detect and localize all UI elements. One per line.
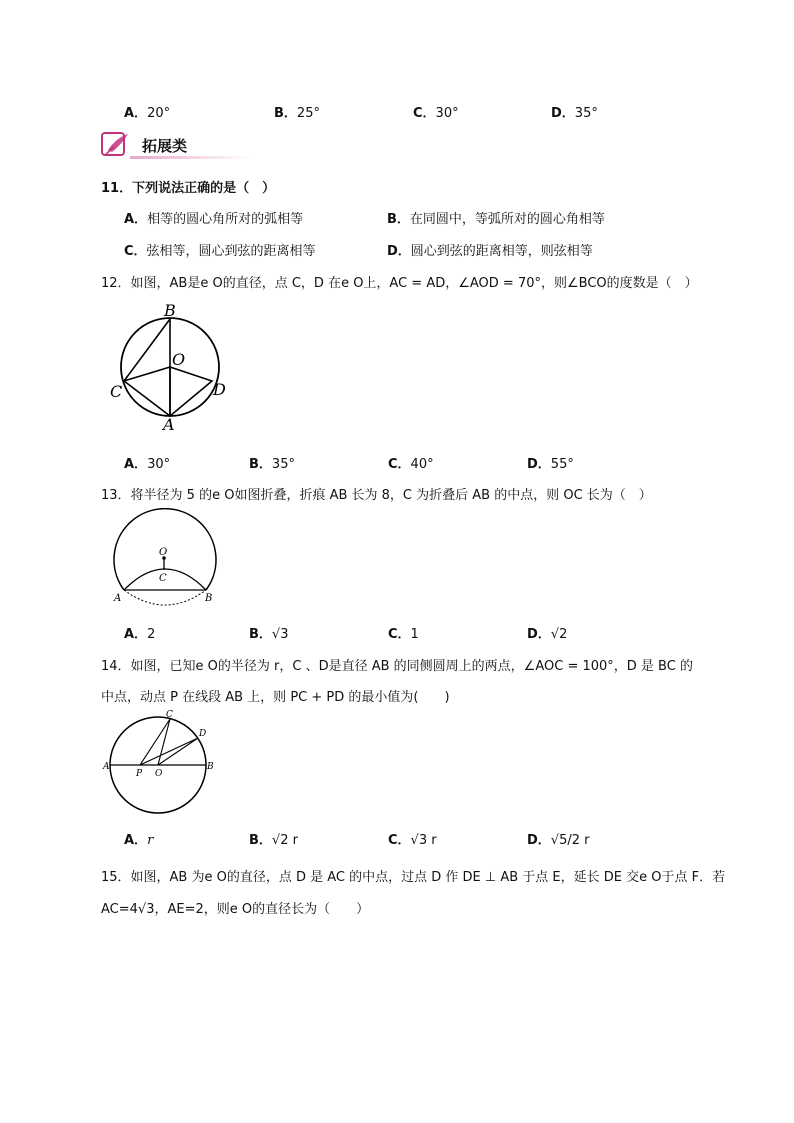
q12-figure	[108, 303, 238, 433]
q14-label-d: D	[199, 729, 207, 739]
q14-label-p: P	[136, 769, 143, 779]
q12-option-c[interactable]: C．40°	[388, 457, 434, 472]
q11-option-c[interactable]: C．弦相等，圆心到弦的距离相等	[124, 244, 316, 259]
q13-option-d[interactable]: D．√2	[527, 627, 568, 642]
q14-stem-line2: 中点，动点 P 在线段 AB 上，则 PC + PD 的最小值为( )	[101, 690, 450, 705]
q14-label-a: A	[103, 762, 110, 772]
q12-option-b[interactable]: B．35°	[249, 457, 295, 472]
q13-option-b[interactable]: B．√3	[249, 627, 289, 642]
q13-figure	[108, 508, 228, 608]
q13-stem: 13．将半径为 5 的e O如图折叠，折痕 AB 长为 8，C 为折叠后 AB 的中点，则 OC 长为（ ）	[101, 488, 652, 503]
q13-label-b: B	[205, 593, 213, 604]
q14-label-b: B	[207, 762, 214, 772]
q10-option-d[interactable]: D．35°	[551, 106, 598, 121]
q14-option-b[interactable]: B．√2 r	[249, 833, 298, 848]
q11-option-d[interactable]: D．圆心到弦的距离相等，则弦相等	[387, 244, 593, 259]
q13-dashed-arc	[124, 590, 206, 605]
q13-label-o: O	[159, 547, 168, 558]
q14-option-d[interactable]: D．√5/2 r	[527, 833, 590, 848]
q12-line-co	[124, 367, 170, 381]
q12-label-d: D	[213, 380, 226, 399]
q12-label-a: A	[163, 415, 175, 433]
section-underline	[130, 156, 250, 159]
q13-option-a[interactable]: A．2	[124, 627, 156, 642]
q14-figure	[100, 710, 220, 814]
q13-label-a: A	[114, 593, 122, 604]
q10-option-c[interactable]: C．30°	[413, 106, 459, 121]
q11-option-b[interactable]: B．在同圆中，等弧所对的圆心角相等	[387, 212, 605, 227]
q12-label-o: O	[172, 350, 186, 369]
q13-label-c: C	[159, 573, 167, 584]
q10-option-a[interactable]: A．20°	[124, 106, 171, 121]
section-title: 拓展类	[142, 137, 188, 155]
q11-option-a[interactable]: A．相等的圆心角所对的弧相等	[124, 212, 304, 227]
q14-label-o: O	[155, 769, 163, 779]
q14-label-c: C	[166, 710, 173, 720]
q13-option-c[interactable]: C．1	[388, 627, 419, 642]
quill-scroll-icon	[100, 130, 134, 158]
q15-stem-line2: AC=4√3，AE=2，则e O的直径长为（ ）	[101, 902, 370, 917]
q12-label-b: B	[164, 303, 176, 320]
q14-stem-line1: 14．如图，已知e O的半径为 r，C 、D是直径 AB 的同侧圆周上的两点，∠AOC = 100°，D 是 BC 的	[101, 659, 693, 674]
q10-option-b[interactable]: B．25°	[274, 106, 320, 121]
q12-option-d[interactable]: D．55°	[527, 457, 574, 472]
q12-label-c: C	[110, 382, 123, 401]
q14-option-a[interactable]: A．r	[124, 833, 154, 848]
q11-stem: 11．下列说法正确的是（ ）	[101, 181, 276, 196]
q12-stem: 12．如图，AB是e O的直径，点 C，D 在e O上，AC = AD，∠AOD = 70°，则∠BCO的度数是（ ）	[101, 276, 698, 291]
q14-option-c[interactable]: C．√3 r	[388, 833, 437, 848]
q12-option-a[interactable]: A．30°	[124, 457, 171, 472]
q15-stem-line1: 15．如图，AB 为e O的直径，点 D 是 AC 的中点，过点 D 作 DE ⊥ AB 于点 E，延长 DE 交e O于点 F．若	[101, 870, 726, 885]
